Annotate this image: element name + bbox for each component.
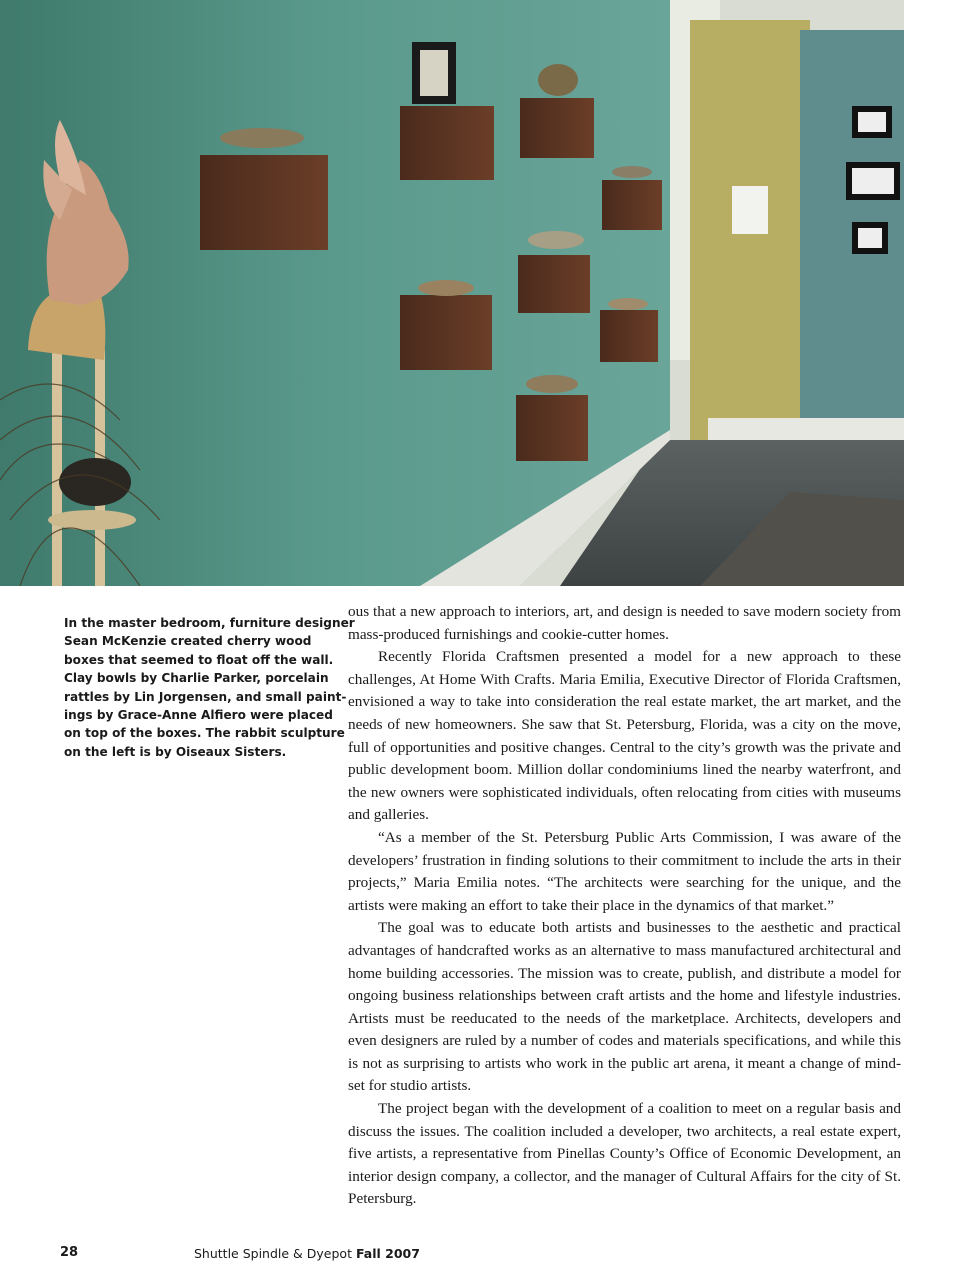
- caption-line: Clay bowls by Charlie Parker, porcelain: [64, 671, 329, 686]
- article-paragraph: Recently Florida Craftsmen presented a model for a new approach to these challenges, At Home With Crafts. Maria Emilia, Executive Director of Florida Craftsmen, envisioned a way to take into consideration the real estate market, the art market, and the needs of new homeowners. She saw that St. Petersburg, Florida, was a city on the move, full of opportunities and positive changes. Central to the city’s growth was the private and public development boom. Million dollar condominiums lined the nearby waterfront, and the new owners were sophisticated individuals, often relocating from cities with museums and galleries.: [348, 648, 901, 824]
- publication-info: [194, 1246, 420, 1261]
- photo-caption: [64, 614, 355, 761]
- caption-line: Sean McKenzie created cherry wood: [64, 634, 312, 649]
- caption-line: rattles by Lin Jorgensen, and small paint-: [64, 689, 347, 704]
- caption-line: on top of the boxes. The rabbit sculpture: [64, 726, 345, 741]
- article-paragraph: ous that a new approach to interiors, art, and design is needed to save modern society from mass-produced furnishings and cookie-cutter homes.: [348, 603, 901, 643]
- article-paragraph: The goal was to educate both artists and businesses to the aesthetic and practical advantages of handcrafted works as an alternative to mass manufactured architectural and home building accessories. The mission was to create, publish, and distribute a model for ongoing business relationships between craft artists and the home and lifestyle industries. Artists must be reeducated to the needs of the marketplace. Architects, developers and even designers are ruled by a number of codes and materials specifications, and while this is not as surprising to artists who work in the public art arena, it meant a change of mind-set for studio artists.: [348, 919, 901, 1095]
- caption-line: on the left is by Oiseaux Sisters.: [64, 744, 287, 759]
- caption-line: In the master bedroom, furniture designer: [64, 616, 355, 630]
- issue-label: Fall 2007: [355, 1246, 420, 1261]
- gallery-photo: [0, 0, 904, 586]
- article-body: [348, 601, 901, 1211]
- page-footer: [0, 1245, 960, 1265]
- caption-line: boxes that seemed to float off the wall.: [64, 652, 334, 667]
- publication-name: Shuttle Spindle & Dyepot: [194, 1246, 352, 1261]
- article-paragraph: “As a member of the St. Petersburg Public Arts Commission, I was aware of the developers’ frustration in finding solutions to their commitment to include the arts in their projects,” Maria Emilia notes. “The architects were searching for the unique, and the artists were making an effort to take their place in the dynamics of that market.”: [348, 828, 901, 914]
- article-paragraph: The project began with the development of a coalition to meet on a regular basis and discuss the issues. The coalition included a developer, two architects, a real estate expert, five artists, a representative from Pinellas County’s Office of Economic Development, an interior design company, a collector, and the manager of Cultural Affairs for the city of St. Petersburg.: [348, 1100, 901, 1208]
- page-number: 28: [60, 1245, 79, 1260]
- caption-line: ings by Grace-Anne Alfiero were placed: [64, 708, 333, 723]
